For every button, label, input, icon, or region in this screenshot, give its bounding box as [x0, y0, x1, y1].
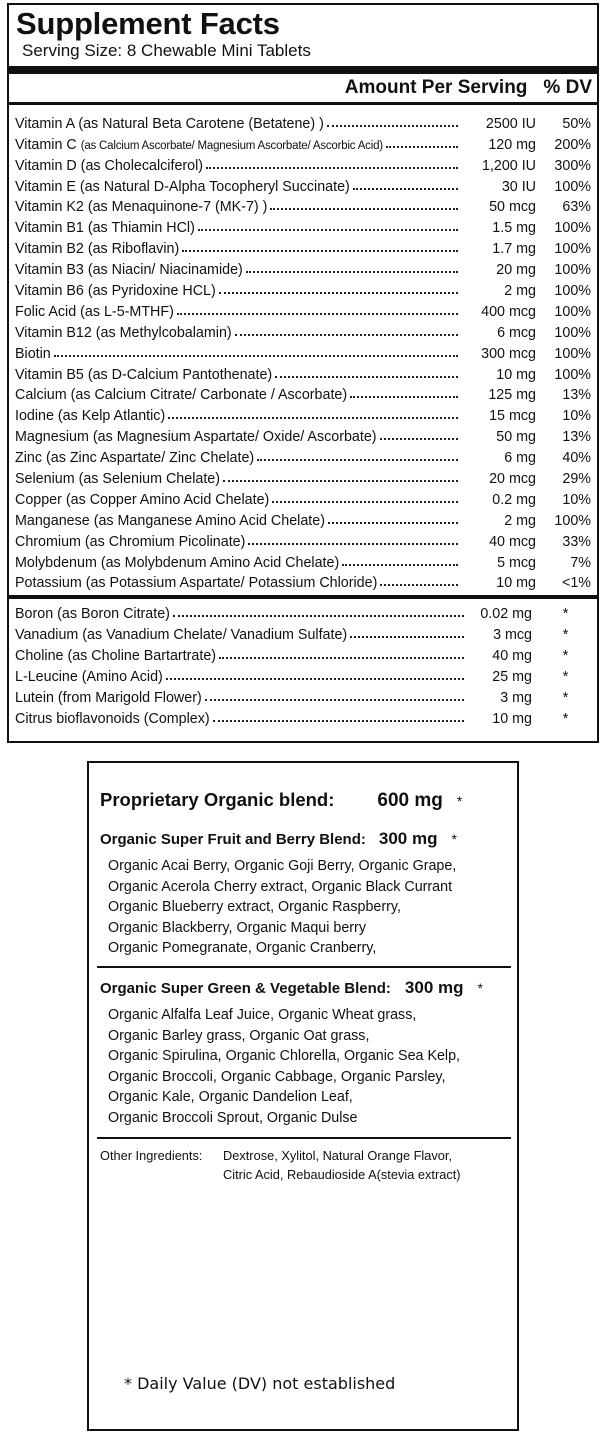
- blend-divider: [97, 966, 511, 968]
- thick-divider: [9, 66, 597, 74]
- dot-leader: [219, 657, 464, 659]
- nutrient-dv: 100%: [554, 262, 591, 279]
- nutrient-row: [13, 153, 593, 174]
- dot-leader: [219, 292, 458, 294]
- nutrient-dv: 13%: [562, 387, 591, 404]
- nutrient-label: [13, 367, 272, 383]
- nutrient-row: [13, 601, 593, 622]
- nutrient-dv: 29%: [562, 471, 591, 488]
- ingredient-line: Organic Pomegranate, Organic Cranberry,: [108, 940, 377, 957]
- dot-leader: [380, 584, 458, 586]
- nutrient-dv: 100%: [554, 345, 591, 362]
- ingredient-line: Organic Acerola Cherry extract, Organic Black Currant: [108, 878, 453, 895]
- nutrient-row: [13, 622, 593, 643]
- nutrient-name: Calcium (as Calcium Citrate/ Carbonate / Ascorbate): [15, 387, 348, 404]
- proprietary-blend-amount: 600 mg: [377, 790, 443, 811]
- serving-size: Serving Size: 8 Chewable Mini Tablets: [22, 41, 311, 60]
- nutrient-name: Lutein (from Marigold Flower): [15, 689, 202, 706]
- dot-leader: [380, 438, 458, 440]
- nutrient-name: Boron (as Boron Citrate): [15, 606, 170, 623]
- nutrient-label: [13, 346, 51, 362]
- nutrient-label: [13, 179, 350, 195]
- nutrient-dv: <1%: [561, 575, 591, 592]
- dot-leader: [257, 459, 458, 461]
- nutrient-amount: 1.5 mg: [492, 220, 536, 237]
- dot-leader: [328, 522, 458, 524]
- dot-leader: [248, 543, 458, 545]
- amount-per-serving-header: Amount Per Serving: [344, 77, 528, 98]
- nutrient-row: [13, 571, 593, 592]
- nutrient-amount: 10 mg: [496, 575, 536, 592]
- nutrient-row: [13, 403, 593, 424]
- nutrient-label: [13, 304, 174, 320]
- dv-header: % DV: [543, 77, 592, 98]
- dot-leader: [275, 376, 458, 378]
- nutrient-dv: 10%: [562, 491, 591, 508]
- nutrient-amount: 20 mg: [496, 262, 536, 279]
- dot-leader: [350, 636, 464, 638]
- nutrient-row: [13, 529, 593, 550]
- nutrient-dv: 100%: [554, 241, 591, 258]
- nutrient-label: [13, 575, 377, 591]
- nutrient-amount: 50 mg: [496, 429, 536, 446]
- supplement-facts-panel: [7, 3, 599, 743]
- nutrient-name: Manganese (as Manganese Amino Acid Chelate): [15, 512, 325, 529]
- dot-leader: [177, 313, 458, 315]
- nutrient-name: L-Leucine (Amino Acid): [15, 669, 163, 686]
- green-blend-amount: 300 mg: [404, 978, 464, 997]
- nutrient-name: Biotin: [15, 345, 51, 362]
- nutrient-row: [13, 278, 593, 299]
- nutrient-name: Vitamin B12 (as Methylcobalamin): [15, 324, 232, 341]
- nutrient-amount: 50 mcg: [489, 199, 536, 216]
- nutrient-row: [13, 424, 593, 445]
- nutrient-name: Vitamin B1 (as Thiamin HCl): [15, 220, 195, 237]
- nutrient-amount: 125 mg: [488, 387, 536, 404]
- nutrient-dv: *: [562, 648, 569, 665]
- nutrient-row: [13, 550, 593, 571]
- green-blend-header: [100, 978, 483, 998]
- nutrient-name: Copper (as Copper Amino Acid Chelate): [15, 491, 270, 508]
- dot-leader: [213, 720, 464, 722]
- nutrient-label: [13, 283, 216, 299]
- nutrient-label: [13, 158, 203, 174]
- nutrient-row: [13, 685, 593, 706]
- nutrient-name: Potassium (as Potassium Aspartate/ Potassium Chloride): [15, 575, 378, 592]
- nutrient-dv: 100%: [554, 178, 591, 195]
- facts-title: Supplement Facts: [16, 6, 280, 41]
- nutrient-label: [13, 555, 339, 571]
- dot-leader: [198, 229, 458, 231]
- nutrient-amount: 300 mcg: [481, 345, 536, 362]
- nutrient-label: [13, 627, 347, 643]
- nutrient-label: [13, 325, 232, 341]
- ingredient-line: Organic Barley grass, Organic Oat grass,: [108, 1027, 370, 1044]
- section-divider: [9, 595, 597, 599]
- nutrient-amount: 5 mcg: [497, 554, 536, 571]
- nutrient-name: Vitamin B5 (as D-Calcium Pantothenate): [15, 366, 273, 383]
- nutrient-dv: 13%: [562, 429, 591, 446]
- nutrient-row: [13, 299, 593, 320]
- nutrient-amount: 2500 IU: [485, 115, 536, 132]
- nutrient-dv: 100%: [554, 303, 591, 320]
- nutrient-amount: 2 mg: [504, 512, 536, 529]
- nutrient-name: Vanadium (as Vanadium Chelate/ Vanadium Sulfate): [15, 627, 348, 644]
- nutrient-dv: 100%: [554, 366, 591, 383]
- nutrient-name: Choline (as Choline Bartartrate): [15, 648, 217, 665]
- ingredient-line: Organic Blackberry, Organic Maqui berry: [108, 919, 366, 936]
- nutrient-row: [13, 174, 593, 195]
- nutrient-label: [13, 429, 377, 445]
- dot-leader: [173, 615, 464, 617]
- nutrient-row: [13, 706, 593, 727]
- nutrient-amount: 25 mg: [492, 669, 532, 686]
- other-ingredients-line: Dextrose, Xylitol, Natural Orange Flavor,: [223, 1148, 453, 1163]
- other-ingredients-line: Citric Acid, Rebaudioside A(stevia extract): [223, 1167, 461, 1182]
- nutrient-label: [13, 669, 163, 685]
- nutrient-label: [13, 606, 170, 622]
- green-blend-dv: *: [477, 980, 483, 996]
- fruit-blend-dv: *: [451, 831, 457, 847]
- nutrient-dv: 7%: [570, 554, 591, 571]
- nutrient-dv: 10%: [562, 408, 591, 425]
- nutrient-name: Vitamin E (as Natural D-Alpha Tocopheryl Succinate): [15, 178, 350, 195]
- proprietary-blend-dv: *: [456, 793, 463, 809]
- nutrient-label: [13, 513, 325, 529]
- nutrient-name: Folic Acid (as L-5-MTHF): [15, 303, 174, 320]
- nutrient-row: [13, 643, 593, 664]
- nutrient-dv: *: [562, 689, 569, 706]
- other-ingredients-label: Other Ingredients:: [100, 1148, 203, 1163]
- proprietary-blend-label: Proprietary Organic blend:: [100, 789, 335, 810]
- nutrient-source: (as Calcium Ascorbate/ Magnesium Ascorbate/ Ascorbic Acid): [80, 139, 383, 152]
- nutrient-amount: 20 mcg: [489, 471, 536, 488]
- nutrient-amount: 30 IU: [501, 178, 536, 195]
- nutrient-amount: 1.7 mg: [492, 241, 536, 258]
- fruit-blend-header: [100, 829, 457, 849]
- dot-leader: [206, 167, 458, 169]
- nutrient-amount: 6 mg: [504, 450, 536, 467]
- dot-leader: [223, 480, 458, 482]
- nutrient-row: [13, 236, 593, 257]
- nutrient-dv: *: [562, 627, 569, 644]
- dot-leader: [350, 396, 458, 398]
- ingredient-line: Organic Acai Berry, Organic Goji Berry, Organic Grape,: [108, 858, 457, 874]
- dot-leader: [54, 355, 458, 357]
- green-blend-label: Organic Super Green & Vegetable Blend:: [100, 980, 391, 997]
- nutrient-row: [13, 111, 593, 132]
- nutrient-row: [13, 195, 593, 216]
- nutrient-name: Zinc (as Zinc Aspartate/ Zinc Chelate): [15, 450, 255, 467]
- nutrient-dv: 200%: [554, 136, 591, 153]
- nutrient-name: Magnesium (as Magnesium Aspartate/ Oxide/ Ascorbate): [15, 429, 377, 446]
- nutrient-label: [13, 116, 324, 132]
- nutrient-label: [13, 220, 195, 236]
- nutrient-amount: 0.2 mg: [492, 491, 536, 508]
- nutrient-amount: 400 mcg: [481, 303, 536, 320]
- nutrient-label: [13, 241, 179, 257]
- nutrient-row: [13, 257, 593, 278]
- nutrient-name: Vitamin A (as Natural Beta Carotene (Betatene) ): [15, 115, 324, 132]
- nutrient-dv: 100%: [554, 512, 591, 529]
- nutrient-dv: 100%: [554, 220, 591, 237]
- fruit-blend-ingredients: [108, 856, 456, 959]
- nutrient-dv: 100%: [554, 324, 591, 341]
- fruit-blend-label: Organic Super Fruit and Berry Blend:: [100, 831, 366, 848]
- nutrient-label: [13, 534, 245, 550]
- nutrient-name: Vitamin C: [15, 136, 81, 153]
- nutrient-dv: 63%: [562, 199, 591, 216]
- nutrient-amount: 3 mg: [500, 689, 532, 706]
- nutrient-name: Molybdenum (as Molybdenum Amino Acid Chelate): [15, 554, 340, 571]
- ingredient-line: Organic Alfalfa Leaf Juice, Organic Wheat grass,: [108, 1007, 417, 1023]
- nutrient-row: [13, 466, 593, 487]
- thin-divider: [9, 102, 597, 105]
- nutrient-label: [13, 262, 243, 278]
- nutrient-amount: 3 mcg: [493, 627, 532, 644]
- ingredient-line: Organic Blueberry extract, Organic Raspberry,: [108, 899, 401, 916]
- nutrient-label: [13, 387, 347, 403]
- nutrient-amount: 6 mcg: [497, 324, 536, 341]
- nutrient-row: [13, 132, 593, 153]
- nutrient-row: [13, 215, 593, 236]
- dot-leader: [182, 250, 458, 252]
- nutrient-label: [13, 648, 216, 664]
- other-nutrient-list: [13, 601, 593, 726]
- nutrient-amount: 10 mg: [496, 366, 536, 383]
- nutrient-dv: 100%: [554, 283, 591, 300]
- nutrient-row: [13, 508, 593, 529]
- dot-leader: [386, 146, 458, 148]
- nutrient-row: [13, 320, 593, 341]
- nutrient-name: Chromium (as Chromium Picolinate): [15, 533, 246, 550]
- nutrient-dv: *: [562, 710, 569, 727]
- nutrient-amount: 2 mg: [504, 283, 536, 300]
- nutrient-name: Vitamin B3 (as Niacin/ Niacinamide): [15, 262, 243, 279]
- proprietary-blend-header: [100, 789, 462, 812]
- nutrient-amount: 40 mcg: [489, 533, 536, 550]
- nutrient-name: Citrus bioflavonoids (Complex): [15, 710, 210, 727]
- nutrient-label: [13, 450, 254, 466]
- nutrient-label: [13, 711, 210, 727]
- dot-leader: [205, 699, 464, 701]
- nutrient-name: Vitamin D (as Cholecalciferol): [15, 157, 204, 174]
- nutrient-amount: 120 mg: [488, 136, 536, 153]
- nutrient-label: [13, 137, 383, 153]
- amount-header-row: [13, 74, 593, 102]
- dot-leader: [270, 208, 458, 210]
- nutrient-dv: 300%: [554, 157, 591, 174]
- nutrient-list: [13, 111, 593, 591]
- nutrient-dv: 40%: [562, 450, 591, 467]
- dot-leader: [246, 271, 458, 273]
- nutrient-row: [13, 664, 593, 685]
- dot-leader: [353, 188, 458, 190]
- nutrient-name: Vitamin B2 (as Riboflavin): [15, 241, 180, 258]
- ingredient-line: Organic Spirulina, Organic Chlorella, Organic Sea Kelp,: [108, 1048, 461, 1065]
- nutrient-label: [13, 492, 269, 508]
- dot-leader: [235, 334, 458, 336]
- ingredient-line: Organic Broccoli, Organic Cabbage, Organic Parsley,: [108, 1068, 446, 1085]
- nutrient-amount: 1,200 IU: [481, 157, 536, 174]
- fruit-blend-amount: 300 mg: [378, 829, 438, 848]
- nutrient-row: [13, 383, 593, 404]
- dot-leader: [168, 417, 458, 419]
- nutrient-amount: 10 mg: [492, 710, 532, 727]
- nutrient-amount: 40 mg: [492, 648, 532, 665]
- nutrient-label: [13, 408, 165, 424]
- dot-leader: [272, 501, 458, 503]
- nutrient-dv: 50%: [562, 115, 591, 132]
- nutrient-label: [13, 471, 220, 487]
- nutrient-label: [13, 690, 202, 706]
- nutrient-dv: *: [562, 669, 569, 686]
- ingredient-line: Organic Kale, Organic Dandelion Leaf,: [108, 1089, 353, 1106]
- nutrient-row: [13, 445, 593, 466]
- ingredient-line: Organic Broccoli Sprout, Organic Dulse: [108, 1109, 358, 1126]
- dv-footnote: * Daily Value (DV) not established: [124, 1374, 396, 1393]
- proprietary-blend-panel: [87, 761, 519, 1431]
- nutrient-name: Vitamin K2 (as Menaquinone-7 (MK-7) ): [15, 199, 268, 216]
- dot-leader: [327, 125, 458, 127]
- other-ingredients-divider: [97, 1137, 511, 1139]
- nutrient-row: [13, 362, 593, 383]
- nutrient-dv: *: [562, 606, 569, 623]
- nutrient-amount: 15 mcg: [489, 408, 536, 425]
- nutrient-name: Selenium (as Selenium Chelate): [15, 471, 221, 488]
- nutrient-name: Iodine (as Kelp Atlantic): [15, 408, 166, 425]
- nutrient-label: [13, 199, 267, 215]
- nutrient-dv: 33%: [562, 533, 591, 550]
- other-ingredients: [100, 1146, 461, 1184]
- dot-leader: [166, 678, 464, 680]
- nutrient-row: [13, 341, 593, 362]
- nutrient-row: [13, 487, 593, 508]
- green-blend-ingredients: [108, 1005, 460, 1129]
- nutrient-name: Vitamin B6 (as Pyridoxine HCL): [15, 283, 216, 300]
- nutrient-amount: 0.02 mg: [480, 606, 532, 623]
- dot-leader: [342, 564, 458, 566]
